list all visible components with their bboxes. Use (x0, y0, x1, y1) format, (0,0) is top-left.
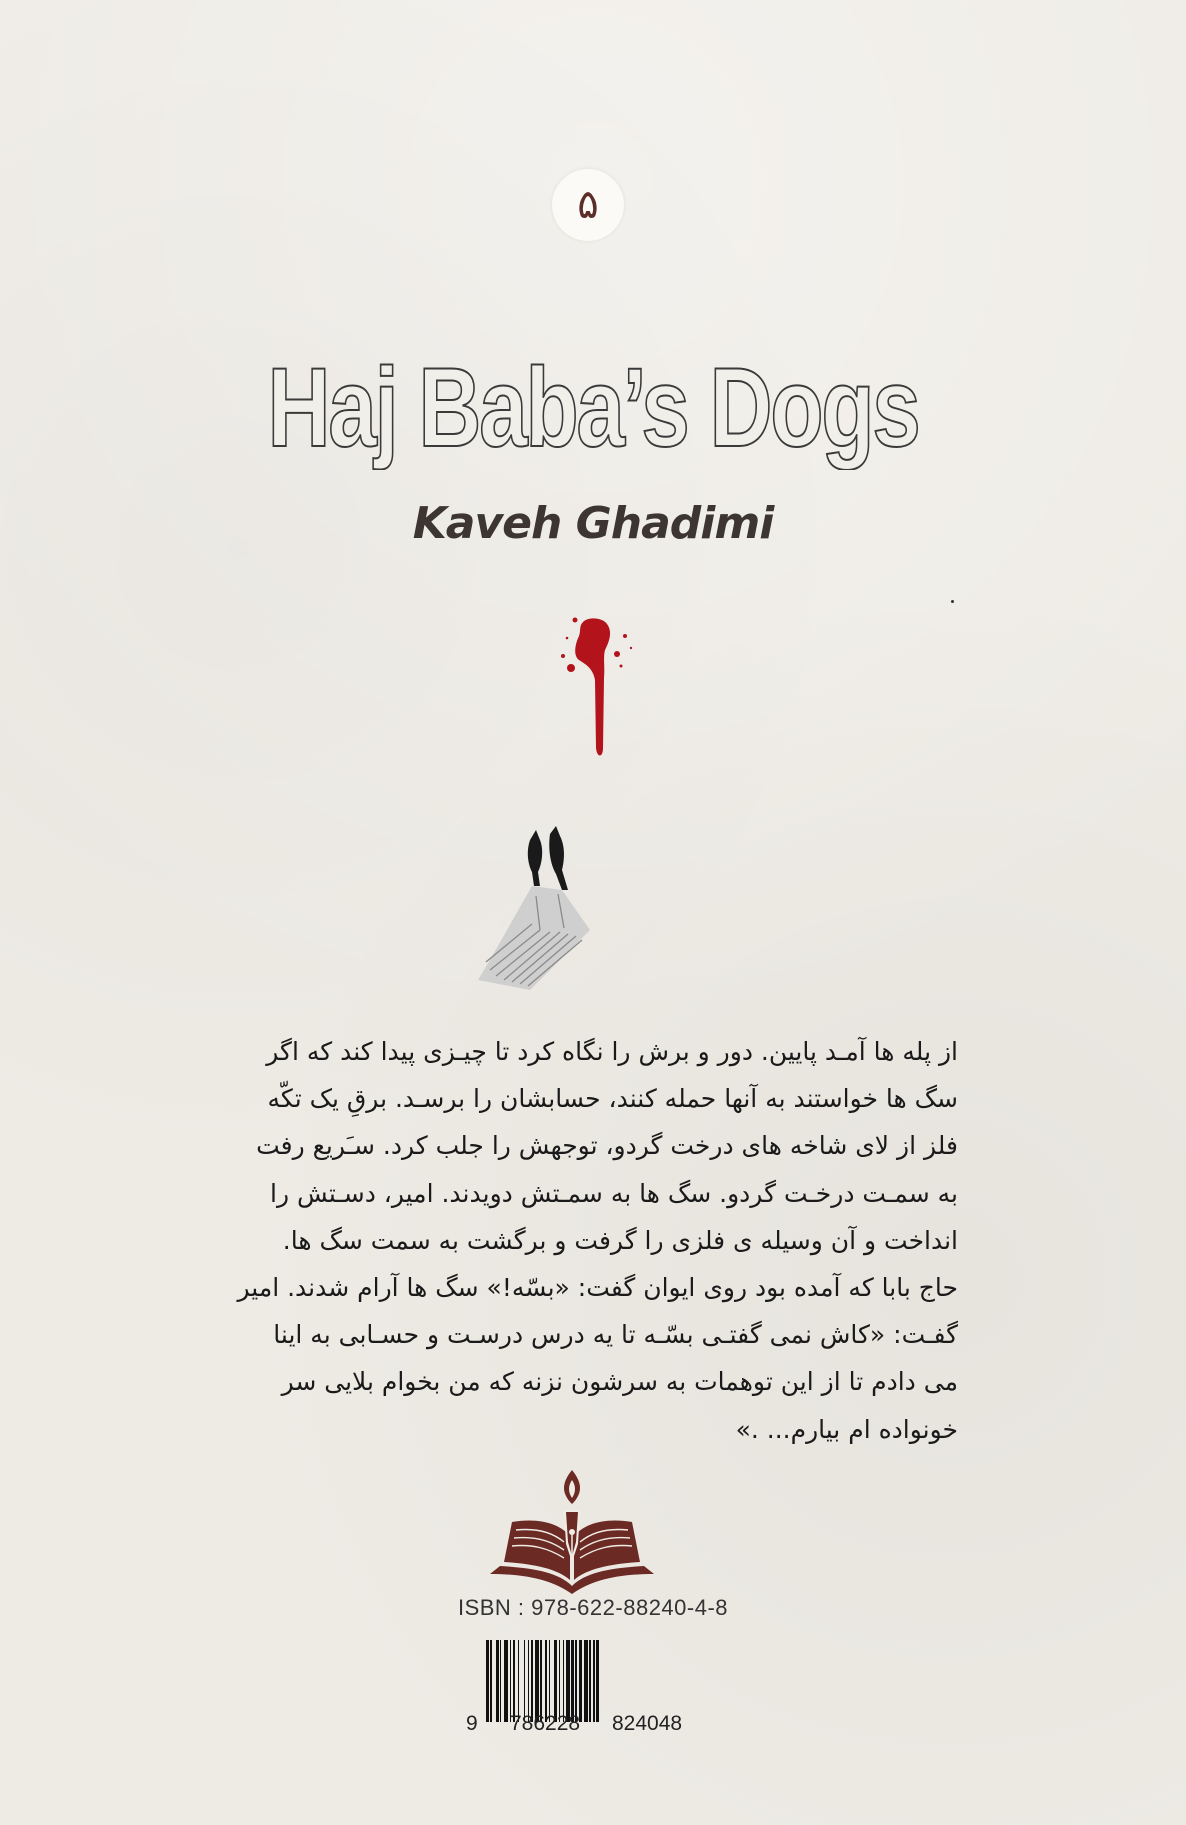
blurb-line: می دادم تا از این توهمات به سرشون نزنه که من بخوام بلایی سر (281, 1367, 958, 1397)
blurb-line: انداخت و آن وسیله ی فلزی را گرفت و برگشت به سمت سگ ها. (282, 1225, 958, 1255)
blurb-line: از پله ها آمـد پایین. دور و برش را نگاه کرد تا چیـزی پیدا کند که اگر (266, 1037, 958, 1066)
barcode (462, 1634, 722, 1744)
blurb-line: گفـت: «کاش نمی گفتـی بسّـه تا یه درس درسـت و حسـابی به اینا (273, 1320, 958, 1350)
dogs-shadow-illustration (470, 820, 630, 1000)
isbn-text: ISBN : 978-622-88240-4-8 (457, 1595, 729, 1620)
blood-drip-illustration (545, 608, 645, 778)
blurb-line: حاج بابا که آمده بود روی ایوان گفت: «بسّه!» سگ ها آرام شدند. امیر (237, 1273, 958, 1303)
book-title: Haj Baba’s Dogs (267, 345, 919, 470)
barcode-left-digits: 786228 (510, 1712, 581, 1735)
blurb-line: فلز از لای شاخه های درخت گردو، توجهش را جلب کرد. سـَریع رفت (256, 1131, 958, 1161)
back-cover-blurb (172, 1028, 958, 1453)
blurb-line: به سمـت درخـت گردو. سگ ها به سمـتش دویدند. امیر، دسـتش را (270, 1178, 958, 1208)
publisher-logo-icon (486, 1466, 658, 1596)
author-name: Kaveh Ghadimi (412, 498, 774, 549)
barcode-right-digits: 824048 (612, 1712, 683, 1735)
barcode-bars (486, 1640, 700, 1722)
series-number-badge (552, 169, 624, 241)
speck-mark (951, 600, 954, 603)
blurb-line: سگ ها خواستند به آنها حمله کنند، حسابشان را برسـد. برقِ یک تکّه (267, 1084, 958, 1114)
barcode-first-digit: 9 (466, 1712, 478, 1735)
barcode-bar (599, 1640, 603, 1722)
series-number: ۵ (577, 182, 599, 228)
blurb-line: خونواده ام بیارم... .» (735, 1414, 958, 1444)
